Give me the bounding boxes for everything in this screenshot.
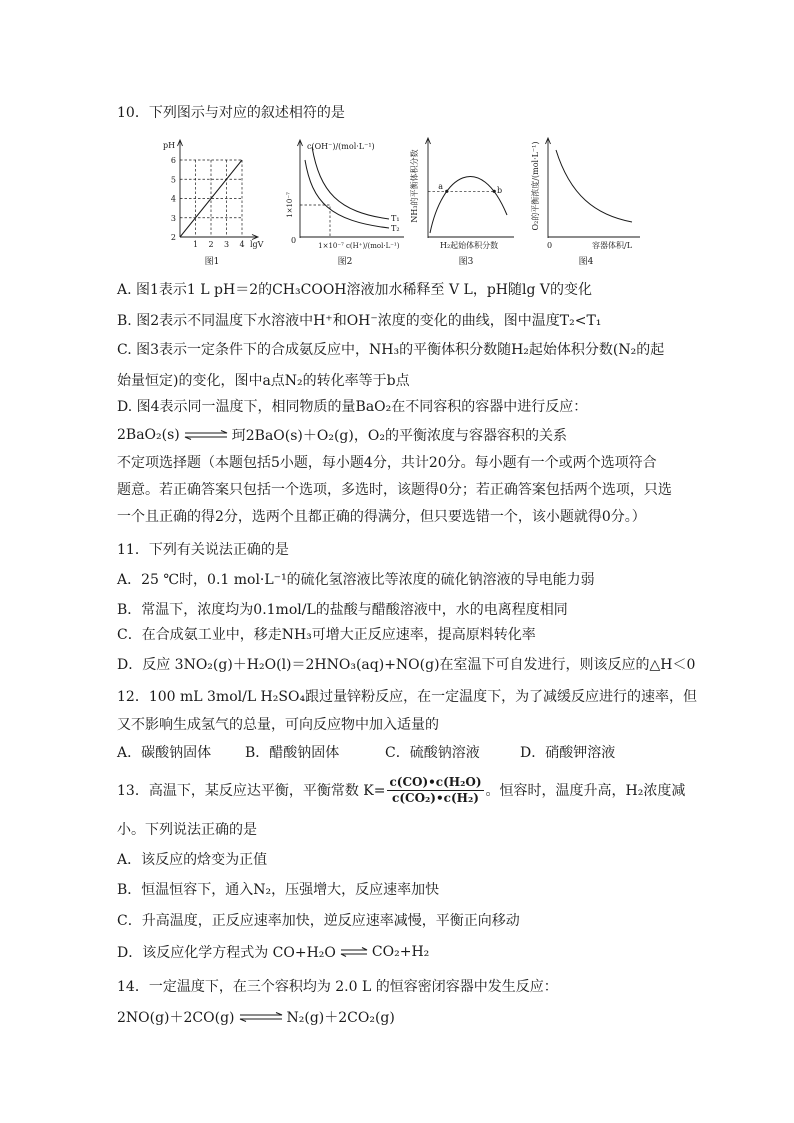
question-11-stem: 11．下列有关说法正确的是 — [117, 542, 289, 558]
question-13-option-d — [117, 942, 429, 962]
question-14-equation — [117, 1007, 395, 1027]
figure-1-y-tick: 2 — [170, 233, 176, 242]
question-11-option-a: A．25 ℃时，0.1 mol·L⁻¹的硫化氢溶液比等浓度的硫化钠溶液的导电能力弱 — [117, 572, 595, 588]
question-13-option-c: C．升高温度，正反应速率加快，逆反应速率减慢，平衡正向移动 — [117, 913, 520, 929]
equilibrium-arrow-icon — [339, 947, 369, 957]
figure-4-x-label: 容器体积/L — [592, 241, 633, 250]
question-12-stem-line2: 又不影响生成氢气的总量，可向反应物中加入适量的 — [117, 717, 439, 733]
figure-4-y-label: O₂的平衡浓度/(mol·L⁻¹) — [531, 141, 540, 231]
figure-4-origin: 0 — [547, 241, 553, 250]
option-d-right: CO₂+H₂ — [371, 944, 430, 960]
question-12-option-c: C．硫酸钠溶液 — [385, 745, 480, 761]
fraction-numerator: c(CO)•c(H₂O) — [389, 774, 482, 789]
point-label-a: a — [438, 182, 443, 191]
question-13-stem-after: 。恒容时，温度升高，H₂浓度减 — [485, 783, 686, 799]
reference-dashed-lines — [300, 205, 330, 237]
option-d-left: D．该反应化学方程式为 CO+H₂O — [117, 945, 336, 961]
question-12-option-a: A．碳酸钠固体 — [117, 745, 212, 761]
figure-4 — [530, 138, 640, 267]
question-11-option-b: B．常温下，浓度均为0.1mol/L的盐酸与醋酸溶液中，水的电离程度相同 — [117, 602, 568, 618]
question-11-option-d: D．反应 3NO₂(g)＋H₂O(l)＝2HNO₃(aq)+NO(g)在室温下可自发进行，则该反应的△H＜0 — [117, 657, 696, 673]
question-13-option-a: A．该反应的焓变为正值 — [117, 852, 268, 868]
figure-1-x-tick: 3 — [223, 240, 230, 249]
point-label-b: b — [497, 186, 503, 195]
figure-1-y-tick: 5 — [170, 175, 176, 185]
section-instructions-line1: 不定项选择题（本题包括5小题，每小题4分，共计20分。每小题有一个或两个选项符合 — [117, 455, 657, 471]
equilibrium-arrow-icon — [183, 430, 229, 440]
question-10-option-a: A. 图1表示1 L pH＝2的CH₃COOH溶液加水稀释至 V L，pH随lg V的变化 — [117, 282, 592, 298]
figure-1-y-label: pH — [163, 141, 176, 150]
figure-1 — [163, 140, 264, 267]
question-13-stem-line1 — [117, 773, 685, 807]
figure-2-y-label: c(OH⁻)/(mol·L⁻¹) — [307, 142, 375, 151]
figure-4-caption: 图4 — [578, 257, 594, 267]
curve-label-t2: T₂ — [391, 224, 400, 233]
figure-1-x-tick: 2 — [208, 240, 214, 249]
section-instructions-line2: 题意。若正确答案只包括一个选项，多选时，该题得0分；若正确答案包括两个选项，只选 — [117, 482, 672, 498]
question-13-stem-line2: 小。下列说法正确的是 — [117, 822, 257, 838]
question-10-option-b: B. 图2表示不同温度下水溶液中H⁺和OH⁻浓度的变化的曲线，图中温度T₂<T₁ — [117, 313, 602, 329]
equation-left: 2BaO₂(s) — [117, 427, 180, 443]
equation-left: 2NO(g)＋2CO(g) — [117, 1010, 235, 1026]
figure-2-x-tick: 1×10⁻⁷ — [318, 242, 344, 250]
figure-2-origin: 0 — [291, 236, 297, 245]
question-10-option-d-equation — [117, 425, 567, 445]
figure-3-x-label: H₂起始体积分数 — [440, 241, 499, 250]
section-instructions-line3: 一个且正确的得2分，选两个且都正确的得满分，但只要选错一个，该小题就得0分。） — [117, 509, 646, 525]
point-b — [493, 190, 496, 193]
equilibrium-arrow-icon — [238, 1012, 284, 1022]
question-13-stem-before: 13．高温下，某反应达平衡，平衡常数 K= — [117, 783, 386, 799]
question-14-stem: 14．一定温度下，在三个容积均为 2.0 L 的恒容密闭容器中发生反应： — [117, 979, 558, 995]
question-12-option-b: B．醋酸钠固体 — [245, 745, 340, 761]
figure-3 — [409, 138, 514, 267]
curve-label-t1: T₁ — [391, 214, 400, 223]
curve-t1 — [312, 147, 389, 219]
question-10-option-d: D. 图4表示同一温度下，相同物质的量BaO₂在不同容积的容器中进行反应： — [117, 399, 588, 415]
question-10-option-c-line2: 始量恒定)的变化，图中a点N₂的转化率等于b点 — [117, 373, 410, 389]
figure-1-y-tick: 3 — [170, 213, 176, 223]
figure-1-x-tick: 1 — [192, 240, 199, 249]
question-11-option-c: C．在合成氨工业中，移走NH₃可增大正反应速率，提高原料转化率 — [117, 627, 536, 643]
equation-right: 珂2BaO(s)＋O₂(g)，O₂的平衡浓度与容器容积的关系 — [231, 428, 567, 444]
figure-3-caption: 图3 — [458, 257, 474, 267]
figure-2-caption: 图2 — [337, 257, 353, 267]
figure-1-x-tick: 4 — [239, 240, 245, 249]
figure-1-caption: 图1 — [204, 257, 220, 267]
equation-right: N₂(g)＋2CO₂(g) — [286, 1010, 395, 1026]
curve-o2 — [556, 150, 632, 222]
figure-2-y-tick: 1×10⁻⁷ — [286, 192, 294, 218]
point-a — [445, 190, 448, 193]
question-10-option-c-line1: C. 图3表示一定条件下的合成氨反应中，NH₃的平衡体积分数随H₂起始体积分数(N₂的起 — [117, 342, 665, 358]
figure-2-x-label: c(H⁺)/(mol·L⁻¹) — [346, 242, 400, 250]
equilibrium-constant-fraction — [387, 775, 483, 806]
figure-3-y-label: NH₃的平衡体积分数 — [410, 149, 419, 223]
figure-1-y-tick: 6 — [170, 156, 176, 165]
question-10-figures — [0, 0, 794, 280]
question-12-option-d: D．硝酸钾溶液 — [520, 745, 616, 761]
question-13-option-b: B．恒温恒容下，通入N₂，压强增大，反应速率加快 — [117, 882, 440, 898]
figure-1-x-label: lgV — [250, 240, 264, 249]
question-12-stem-line1: 12．100 mL 3mol/L H₂SO₄跟过量锌粉反应，在一定温度下，为了减缓反应进行的速率，但 — [117, 689, 698, 705]
figure-1-y-tick: 4 — [170, 194, 176, 204]
fraction-denominator: c(CO₂)•c(H₂) — [392, 790, 479, 805]
question-10-stem: 10．下列图示与对应的叙述相符的是 — [117, 105, 345, 121]
figure-2 — [286, 140, 404, 267]
